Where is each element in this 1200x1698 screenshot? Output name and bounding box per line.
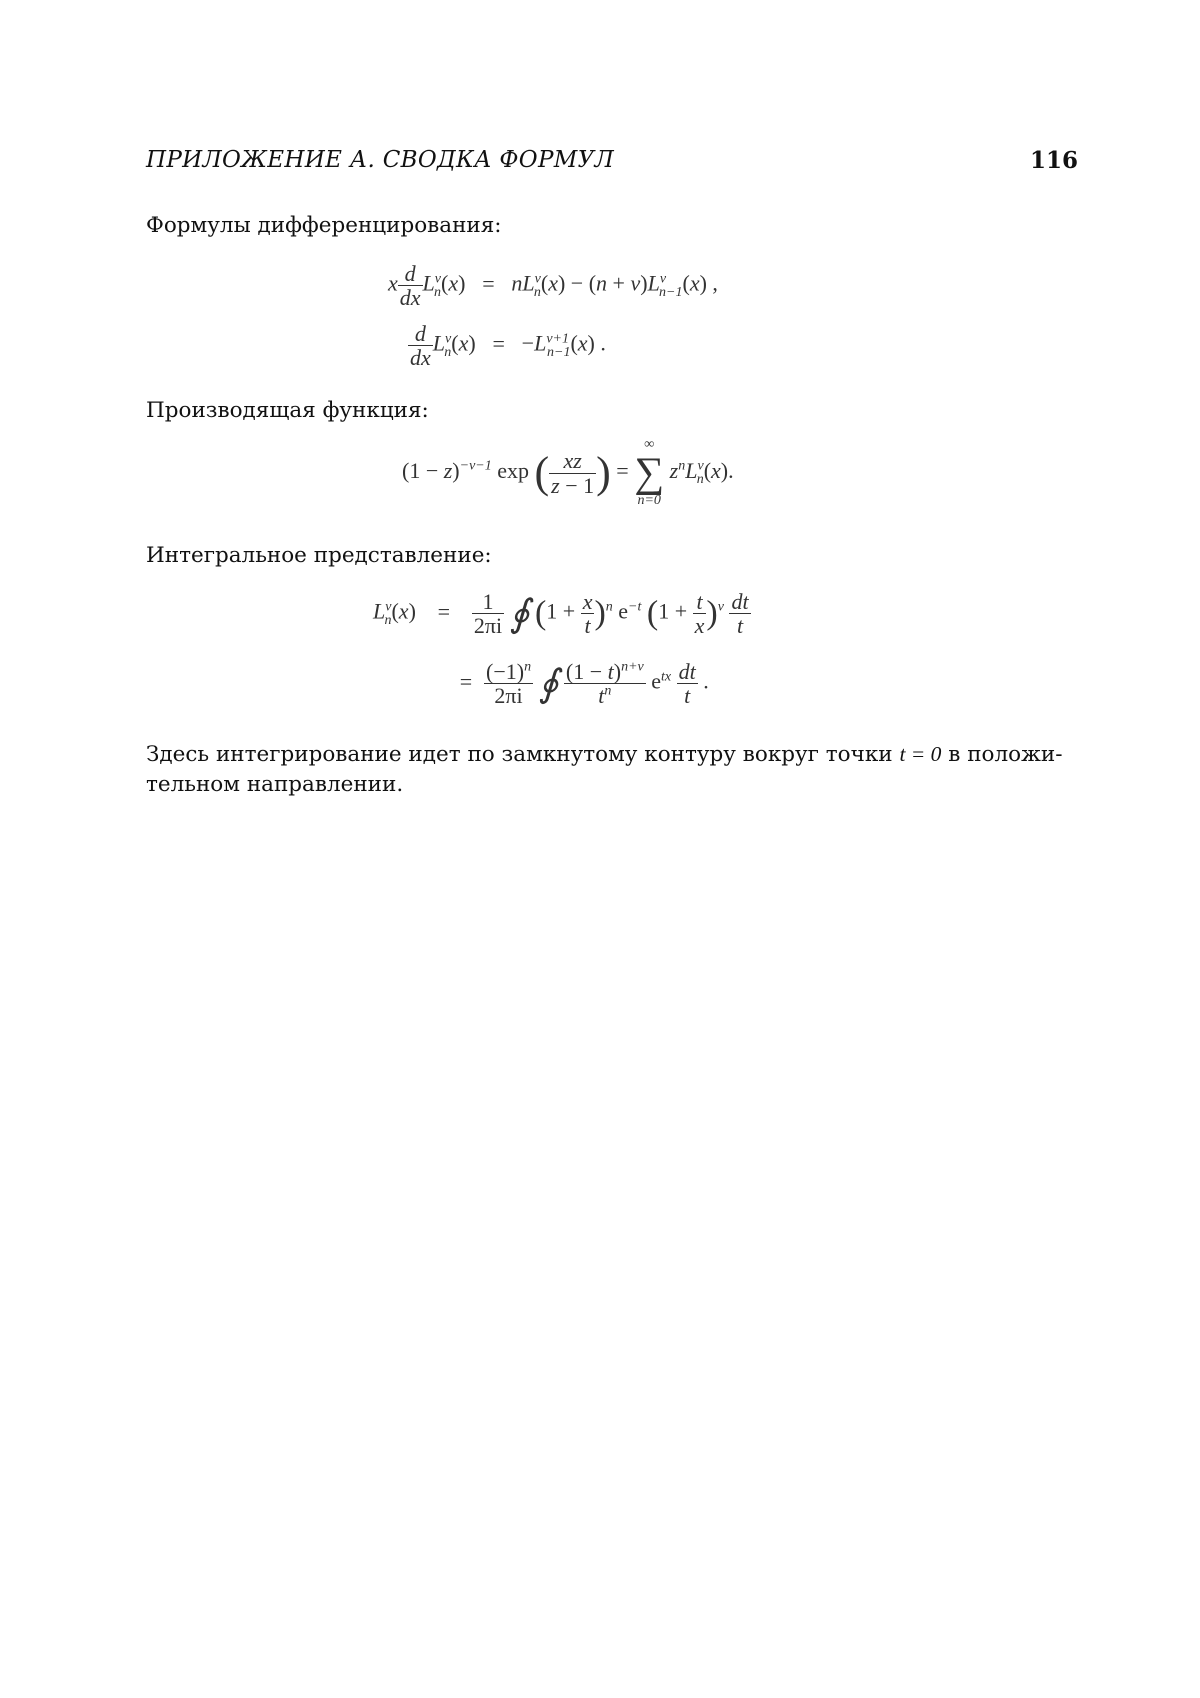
page-number: 116 [1029, 147, 1078, 174]
differentiation-formulas [380, 262, 860, 382]
running-header [146, 147, 1078, 181]
generating-function-formula: $(1 - z)^{-\nu-1}$ exp ( $\frac{xz}{z - 1}$ ) = ∞ ∑ n=0 $z^nL^\nu_n(x)$. [402, 437, 734, 508]
differentiation-heading: Формулы дифференцирования: [146, 213, 502, 238]
closing-text-condition: t = 0 [899, 742, 942, 766]
integral-formulas [373, 590, 873, 730]
generating-function-heading: Производящая функция: [146, 398, 429, 423]
differentiation-formula-2: $\frac{d}{dx}$ $L^\nu_n(x) = -L^{\nu+1}_{n-1}(x)$ . [410, 321, 606, 371]
closing-paragraph [146, 742, 1076, 767]
integral-formula-2: = $\frac{(-1)^n}{2\pi i}$ ∮ $\frac{(1 - t)^{n+\nu}}{t^n}$ $e^{tx}$ $\frac{dt}{t}$ . [459, 659, 709, 709]
integral-representation-heading: Интегральное представление: [146, 543, 492, 568]
closing-text-start: Здесь интегрирование идет по замкнутому контуру вокруг точки [146, 742, 893, 767]
differentiation-formula-1: x $\frac{d}{dx}$ $L^\nu_n(x) = nL^\nu_n(x) - (n + \nu)L^\nu_{n-1}(x)$ , [388, 261, 718, 311]
closing-paragraph-line2: тельном направлении. [146, 772, 404, 797]
closing-text-end: в положи- [948, 742, 1063, 767]
chapter-title: ПРИЛОЖЕНИЕ А. СВОДКА ФОРМУЛ [146, 147, 614, 173]
integral-formula-1: $L^\nu_n(x)$ = $\frac{1}{2\pi i}$ ∮ (1 + $\frac{x}{t}$ )$^n$ $e^{-t}$ (1 + $\frac{t}{x}$ )$^\nu$ $\frac{dt}{t}$ [373, 589, 749, 639]
